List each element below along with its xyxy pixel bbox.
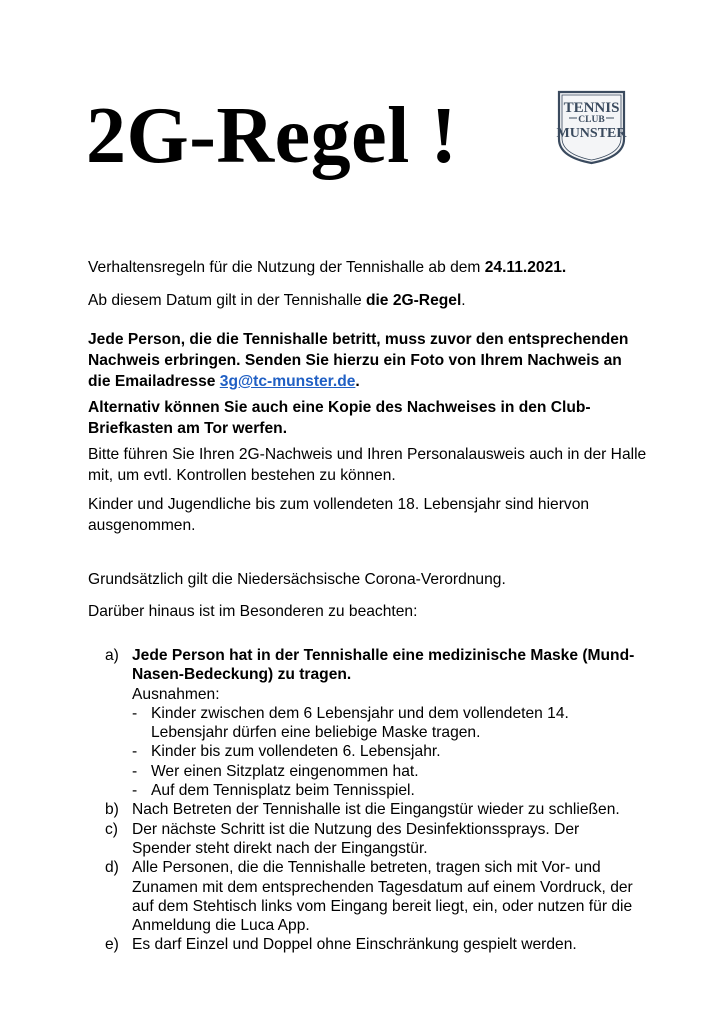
list-item: - Wer einen Sitzplatz eingenommen hat.	[132, 762, 419, 780]
list-item: - Auf dem Tennisplatz beim Tennisspiel.	[132, 782, 415, 800]
list-item: - Kinder zwischen dem 6 Lebensjahr und dem vollendeten 14. Lebensjahr dürfen eine beliebige Maske tragen.	[132, 704, 569, 742]
regulation-paragraph: Grundsätzlich gilt die Niedersächsische Corona-Verordnung.	[88, 571, 506, 588]
list-item: - Kinder bis zum vollendeten 6. Lebensjahr.	[132, 743, 441, 761]
additional-paragraph: Darüber hinaus ist im Besonderen zu beachten:	[88, 603, 418, 620]
tennis-club-munster-logo	[555, 89, 628, 165]
logo-line-1: TENNIS	[563, 100, 620, 116]
children-paragraph: Kinder und Jugendliche bis zum vollendeten 18. Lebensjahr sind hiervon ausgenommen.	[88, 496, 590, 534]
list-item	[105, 646, 635, 800]
mask-rule: Jede Person hat in der Tennishalle eine medizinische Maske (Mund-Nasen-Bedeckung) zu tragen.	[132, 647, 635, 684]
play-rule: Es darf Einzel und Doppel ohne Einschränkung gespielt werden.	[132, 936, 577, 954]
list-marker: c)	[105, 820, 118, 838]
intro-paragraph: Verhaltensregeln für die Nutzung der Tennishalle ab dem 24.11.2021.	[88, 259, 567, 276]
door-rule: Nach Betreten der Tennishalle ist die Eingangstür wieder zu schließen.	[132, 801, 620, 819]
list-marker: b)	[105, 801, 119, 819]
list-item	[105, 820, 635, 859]
rule-paragraph: Ab diesem Datum gilt in der Tennishalle die 2G-Regel.	[88, 292, 466, 309]
list-item	[105, 935, 635, 954]
logo-line-3: MUNSTER	[556, 126, 627, 141]
page-title: 2G-Regel !	[86, 92, 458, 180]
list-marker: d)	[105, 859, 119, 877]
logo-line-2: CLUB	[578, 115, 605, 125]
rules-list	[105, 646, 635, 955]
email-link[interactable]: 3g@tc-munster.de	[219, 373, 356, 390]
list-marker: a)	[105, 647, 119, 664]
start-date: 24.11.2021.	[484, 259, 567, 276]
rule-highlight: die 2G-Regel	[365, 292, 462, 309]
registration-rule: Alle Personen, die die Tennishalle betreten, tragen sich mit Vor- und Zunamen mit dem entsprechenden Tagesdatum auf einem Vordruck, der auf dem Stehtisch links vom Eingang bereit liegt, ein, oder nutzen für die Anmeldung die Luca App.	[132, 859, 633, 935]
mailbox-paragraph: Alternativ können Sie auch eine Kopie des Nachweises in den Club-Briefkasten am Tor werfen.	[88, 399, 591, 437]
exceptions-label: Ausnahmen:	[132, 685, 220, 703]
disinfection-rule: Der nächste Schritt ist die Nutzung des Desinfektionssprays. Der Spender steht direkt nach der Eingangstür.	[132, 820, 580, 857]
list-marker: e)	[105, 936, 119, 954]
id-paragraph: Bitte führen Sie Ihren 2G-Nachweis und Ihren Personalausweis auch in der Halle mit, um evtl. Kontrollen bestehen zu können.	[88, 446, 647, 484]
list-item	[105, 858, 635, 935]
list-item	[105, 800, 635, 819]
proof-paragraph: Jede Person, die die Tennishalle betritt, muss zuvor den entsprechenden Nachweis erbringen. Senden Sie hierzu ein Foto von Ihrem Nachweis an die Emailadresse 3g@tc-munster.de.	[88, 331, 629, 390]
